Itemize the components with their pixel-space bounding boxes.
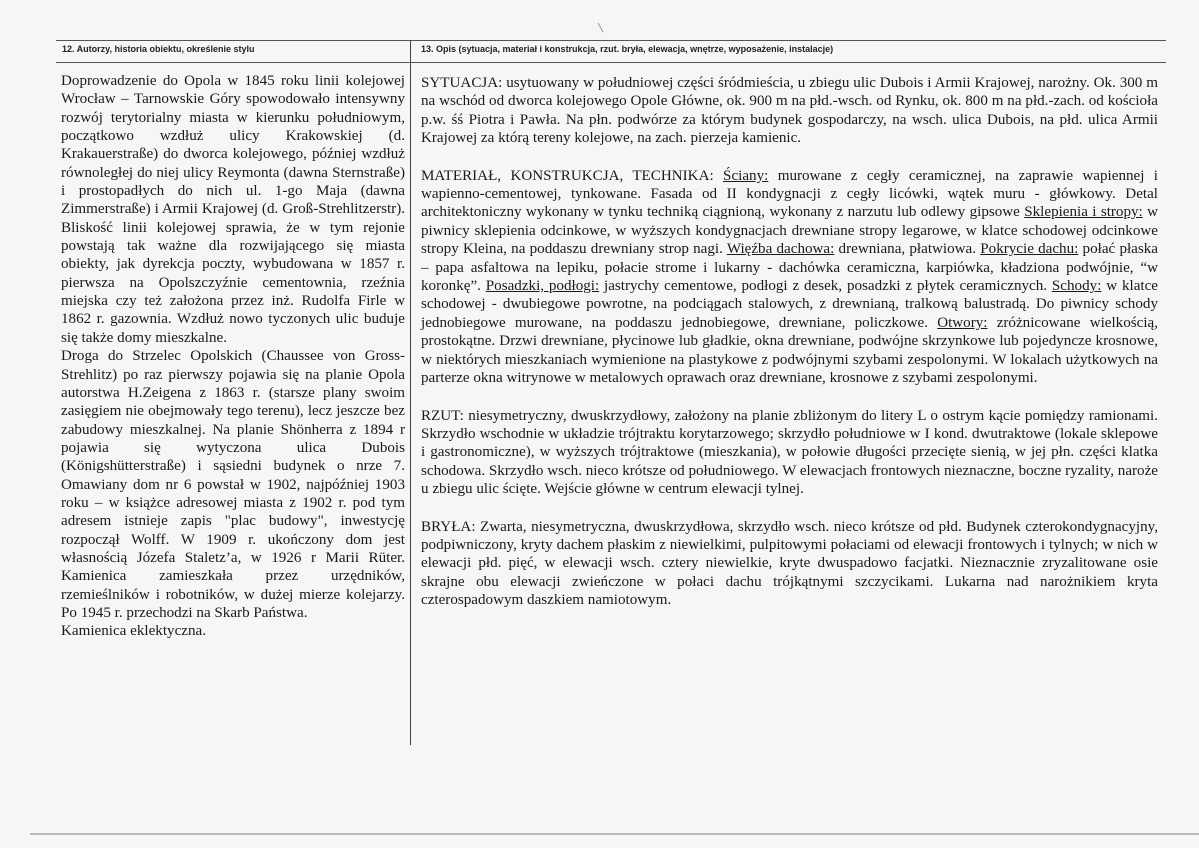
material-text: MATERIAŁ, KONSTRUKCJA, TECHNIKA: bbox=[421, 167, 724, 184]
table-top-border bbox=[56, 40, 1166, 41]
header-separator bbox=[56, 62, 1166, 63]
material-text: drewniana, płatwiowa. bbox=[834, 241, 981, 258]
stairs-label: Schody: bbox=[1051, 278, 1102, 295]
history-paragraph-building: Droga do Strzelec Opolskich (Chaussee von Gross-Strehlitz) po raz pierwszy pojawia się na planie Opola autorstwa H.Zeigena z 1863 r. (starsze plany swoim zasięgiem nie obejmowały tego terenu), lecz jeszcze bez zabudowy mieszkalnej. Na planie Shönherra z 1894 r pojawia się wytyczona ulica Dubois (Königshütterstraße) i sąsiedni budynek o nrze 7. Omawiany dom nr 6 powstał w 1902, najpóźniej 1903 roku – w książce adresowej miasta z 1902 r. pod tym adresem istnieje zapis "plac budowy", inwestycję rozpoczął Wolff. W 1909 r. ukończony dom jest własnością Józefa Staletz’a, w 1926 r Marii Rüter. Kamienica zamieszkała przez urzędników, rzemieślników i robotników, w dużej mierze kolejarzy. Po 1945 r. przechodzi na Skarb Państwa. bbox=[61, 348, 405, 621]
material-paragraph bbox=[421, 167, 1158, 388]
pen-mark-icon bbox=[597, 22, 605, 34]
page-bottom-edge bbox=[30, 833, 1199, 835]
section-13-header: 13. Opis (sytuacja, materiał i konstrukcja, rzut. bryła, elewacja, wnętrze, wyposażenie, instalacje) bbox=[421, 44, 834, 54]
material-text: w klatce schodowej - dwubiegowe powrotne, na podciągach stalowych, z drewnianą, tralkową balustradą. Do piwnicy schody jednobiegowe murowane, na poddaszu jednobiegowe, drewniane, policzkowe. bbox=[421, 278, 1158, 331]
roof-truss-label: Więźba dachowa: bbox=[726, 241, 835, 258]
description-column bbox=[421, 74, 1158, 629]
material-text: murowane z cegły ceramicznej, na zaprawie wapiennej i wapienno-cementowej, tynkowane. Fasada od II kondygnacji z cegły licówki, wątek muru - główkowy. Detal architektoniczny wykonany w tynku techniką ciągnioną, wykonany z narzutu lub odlewy gipsowe bbox=[421, 167, 1158, 221]
column-divider bbox=[410, 40, 411, 745]
sytuacja-paragraph: SYTUACJA: usytuowany w południowej części śródmieścia, u zbiegu ulic Dubois i Armii Krajowej, narożny. Ok. 300 m na wschód od dworca kolejowego Opole Główne, ok. 900 m na płd.-wsch. od Rynku, ok. 800 m na płd.-zach. od kościoła p.w. śś Piotra i Pawła. Na płn. podwórze za którym budynek gospodarczy, na wsch. ulica Dubois, na płd. ulica Armii Krajowej za którą tereny kolejowe, na zach. pierzeja kamienic. bbox=[421, 75, 1158, 147]
floors-label: Posadzki, podłogi: bbox=[485, 278, 600, 295]
material-text: jastrychy cementowe, podłogi z desek, posadzki z płytek ceramicznych. bbox=[599, 278, 1052, 295]
openings-label: Otwory: bbox=[937, 314, 988, 331]
material-text: w piwnicy sklepienia odcinkowe, w wyższych kondygnacjach drewniane stropy legarowe, w klatce schodowej odcinkowe stropy Kleina, na poddaszu drewniany strop nagi. bbox=[421, 204, 1158, 258]
section-12-header: 12. Autorzy, historia obiektu, określenie stylu bbox=[62, 44, 255, 54]
material-text: zróżnicowane wielkością, prostokątne. Drzwi drewniane, płycinowe lub gładkie, okna drewniane, podwójne skrzynkowe lub pojedyncze krosnowe, w niektórych mieszkaniach wymienione na plastykowe z podwójnymi szybami zespolonymi. W lokalach użytkowych na parterze okna witrynowe w metalowych oprawach oraz drewniane, krosnowe z szybami zespolonymi. bbox=[421, 314, 1159, 387]
roofing-label: Pokrycie dachu: bbox=[980, 241, 1079, 258]
vaults-label: Sklepienia i stropy: bbox=[1024, 204, 1143, 221]
rzut-paragraph: RZUT: niesymetryczny, dwuskrzydłowy, założony na planie zbliżonym do litery L o ostrym kącie pomiędzy ramionami. Skrzydło wschodnie w układzie trójtraktu korytarzowego; skrzydło południowe w I kond. dwutraktowe (lokale sklepowe i gastronomiczne), w wyższych trójtraktowe (mieszkania), w połowie długości przecięte sienią, w jej płn. części klatka schodowa. Skrzydło wsch. nieco krótsze od południowego. W elewacjach frontowych nieznaczne, boczne ryzality, naroże u zbiegu ulic ścięte. Wejście główne w centrum elewacji tylnej. bbox=[421, 407, 1158, 498]
style-statement: Kamienica eklektyczna. bbox=[61, 623, 206, 640]
walls-label: Ściany: bbox=[723, 167, 769, 184]
material-text: połać płaska – papa asfaltowa na lepiku, połacie strome i lukarny - dachówka ceramiczna, karpiówka, kładziona podwójnie, “w koronkę”. bbox=[421, 241, 1158, 295]
history-column bbox=[61, 72, 405, 641]
history-paragraph-railway: Doprowadzenie do Opola w 1845 roku linii kolejowej Wrocław – Tarnowskie Góry spowodowało intensywny rozwój terytorialny miasta w kierunku południowym, początkowo wzdłuż ulicy Krakowskiej (d. Krakauerstraße) do dworca kolejowego, później wzdłuż równoległej do niej ulicy Reymonta (dawna Sternstraße) i prostopadłych do nich ul. 1-go Maja (dawna Zimmerstraße) i Armii Krajowej (d. Groß-Strehlitzerstr). Bliskość linii kolejowej sprawia, że w tym rejonie powstają tak ważne dla rozwijającego się miasta obiekty, jak dyrekcja poczty, wybudowana w 1857 r. pierwsza na Opolszczyźnie cementownia, rzeźnia miejska czy też założona przez inż. Rudolfa Firle w 1862 r. gazownia. Wzdłuż nowo tyczonych ulic buduje się także domy mieszkalne. bbox=[61, 73, 405, 346]
bryla-paragraph: BRYŁA: Zwarta, niesymetryczna, dwuskrzydłowa, skrzydło wsch. nieco krótsze od płd. Budynek czterokondygnacyjny, podpiwniczony, kryty dachem płaskim z niewielkimi, pulpitowymi połaciami od elewacji frontowych i tylnych; w nich w elewacji płd. pięć, w elewacji wsch. cztery niewielkie, kryte dwuspadowo facjatki. Nieznacznie zryzalitowane osie skrajne obu elewacji zwieńczone w połaci dachu trójkątnymi szczycikami. Lukarna nad narożnikiem kryta czterospadowym daszkiem namiotowym. bbox=[421, 518, 1158, 609]
